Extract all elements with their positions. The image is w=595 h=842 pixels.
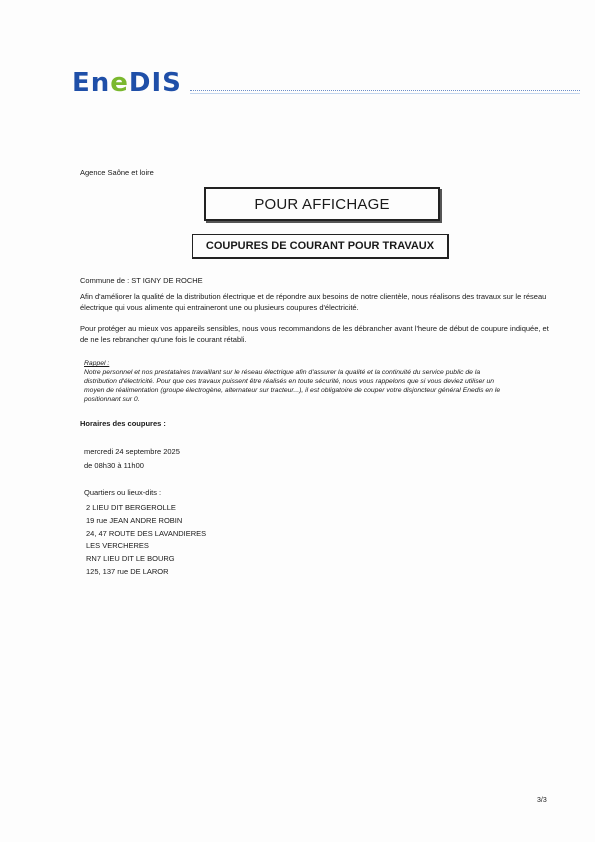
title-box <box>204 187 440 221</box>
schedule-heading: Horaires des coupures : <box>80 419 166 428</box>
location-item: 24, 47 ROUTE DES LAVANDIERES <box>86 528 207 538</box>
locations-list <box>86 502 206 579</box>
page-number: 3/3 <box>537 797 547 804</box>
outage-date: mercredi 24 septembre 2025 <box>84 447 180 456</box>
locations-heading: Quartiers ou lieux-dits : <box>84 488 162 497</box>
subtitle-box <box>192 234 449 259</box>
title-text: POUR AFFICHAGE <box>254 195 390 213</box>
intro-paragraph: Afin d'améliorer la qualité de la distribution électrique et de répondre aux besoins de notre clientèle, nous réalisons des travaux sur le réseau électrique qui vous alimente qui entraineront une ou plusieurs coupures d'électricité. <box>80 292 547 312</box>
header-divider <box>190 90 580 91</box>
location-item: LES VERCHERES <box>86 541 149 551</box>
subtitle-text: COUPURES DE COURANT POUR TRAVAUX <box>205 240 435 252</box>
outage-time: de 08h30 à 11h00 <box>84 461 144 470</box>
location-item: 19 rue JEAN ANDRE ROBIN <box>86 515 183 525</box>
commune-line: Commune de : ST IGNY DE ROCHE <box>80 276 203 285</box>
location-item: 125, 137 rue DE LAROR <box>86 566 169 576</box>
location-item: 2 LIEU DIT BERGEROLLE <box>86 503 176 512</box>
enedis-logo: EneDIS <box>72 68 182 98</box>
reminder-block <box>84 359 514 404</box>
reminder-label: Rappel : <box>84 360 110 367</box>
location-item: RN7 LIEU DIT LE BOURG <box>86 554 175 564</box>
reminder-text: Notre personnel et nos prestataires travaillant sur le réseau électrique afin d'assurer la qualité et la continuité du service public de la distribution d'électricité. Pour que ces travaux puissent être réalisés en toute sécurité, nous vous rappelons que si vous deviez utiliser un moyen de réalimentation (groupe électrogène, alternateur sur tracteur...), il est obligatoire de couper votre disjoncteur général Enedis en le positionnant sur 0. <box>84 369 501 403</box>
agency-name: Agence Saône et loire <box>80 168 154 177</box>
header-divider-shadow <box>190 93 580 94</box>
advice-paragraph: Pour protéger au mieux vos appareils sensibles, nous vous recommandons de les débrancher avant l'heure de début de coupure indiquée, et de ne les rebrancher qu'une fois le courant rétabli. <box>80 324 549 344</box>
